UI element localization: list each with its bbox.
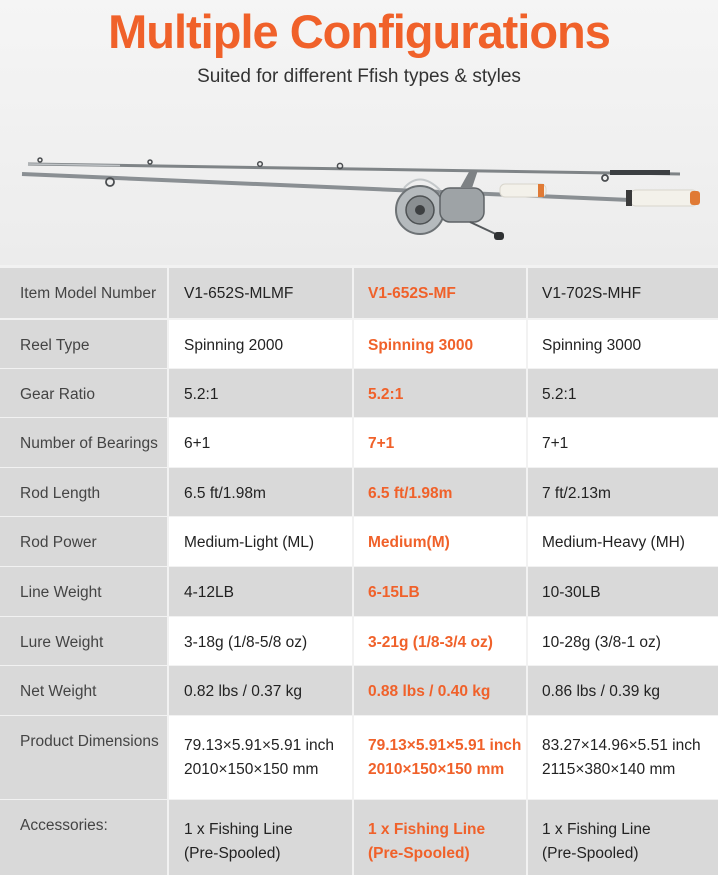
spec-value-v2 <box>354 617 526 665</box>
spec-label: Line Weight <box>0 567 167 616</box>
spec-row <box>0 418 718 467</box>
rod-rear-grip <box>630 190 698 206</box>
spec-value-v3 <box>528 567 718 616</box>
spec-row <box>0 468 718 516</box>
spec-value-line: V1-652S-MLMF <box>184 285 294 302</box>
spec-value-v1 <box>169 800 352 875</box>
spec-value-line: Spinning 3000 <box>368 337 474 354</box>
spec-value-line: 2010×150×150 mm <box>184 761 319 778</box>
spec-value-line: 7+1 <box>542 435 569 452</box>
spec-value-v1 <box>169 716 352 799</box>
spec-value-v3 <box>528 418 718 467</box>
spec-label: Rod Power <box>0 517 167 566</box>
spec-value-line: Spinning 2000 <box>184 337 284 354</box>
spec-row <box>0 567 718 616</box>
spec-row <box>0 716 718 799</box>
spec-value-line: 1 x Fishing Line <box>368 821 486 838</box>
spec-value-line: 5.2:1 <box>368 386 404 403</box>
spec-value-line: (Pre-Spooled) <box>368 845 470 862</box>
spec-value-line: 4-12LB <box>184 584 234 601</box>
spec-label: Number of Bearings <box>0 418 167 467</box>
spec-value-line: 1 x Fishing Line <box>184 821 293 838</box>
spec-value-v3 <box>528 320 718 368</box>
spec-row <box>0 369 718 417</box>
spec-value-line: (Pre-Spooled) <box>542 845 639 862</box>
spec-value-v1 <box>169 468 352 516</box>
spec-value-v2 <box>354 517 526 566</box>
spec-value-line: 3-18g (1/8-5/8 oz) <box>184 634 308 651</box>
rod-upper-tip-ferrule <box>610 170 670 175</box>
spec-value-line: (Pre-Spooled) <box>184 845 281 862</box>
spec-label: Accessories: <box>0 800 167 875</box>
spec-value-v3 <box>528 617 718 665</box>
spec-label: Gear Ratio <box>0 369 167 417</box>
spec-value-line: Spinning 3000 <box>542 337 642 354</box>
spec-value-line: 0.82 lbs / 0.37 kg <box>184 683 303 700</box>
spec-value-line: 7+1 <box>368 435 395 452</box>
spec-value-line: 5.2:1 <box>542 386 577 403</box>
spec-label: Reel Type <box>0 320 167 368</box>
spec-value-v2 <box>354 418 526 467</box>
spec-value-line: V1-652S-MF <box>368 285 456 302</box>
spec-row <box>0 320 718 368</box>
spec-value-line: 7 ft/2.13m <box>542 485 611 502</box>
spec-value-line: 6+1 <box>184 435 211 452</box>
spec-value-v2 <box>354 567 526 616</box>
spec-value-line: 0.86 lbs / 0.39 kg <box>542 683 661 700</box>
spec-value-v1 <box>169 320 352 368</box>
spec-value-line: 6.5 ft/1.98m <box>368 485 453 502</box>
spec-label: Lure Weight <box>0 617 167 665</box>
spec-value-line: 0.88 lbs / 0.40 kg <box>368 683 491 700</box>
spec-value-v1 <box>169 567 352 616</box>
spec-row <box>0 800 718 875</box>
spec-row <box>0 517 718 566</box>
spec-value-line: Medium(M) <box>368 534 450 551</box>
rod-butt-cap <box>690 191 700 205</box>
spec-value-v1 <box>169 369 352 417</box>
spec-value-line: 3-21g (1/8-3/4 oz) <box>368 634 493 651</box>
spec-value-v3 <box>528 800 718 875</box>
spec-value-line: 5.2:1 <box>184 386 219 403</box>
spec-value-line: V1-702S-MHF <box>542 285 642 302</box>
spec-label: Rod Length <box>0 468 167 516</box>
spec-value-v2 <box>354 320 526 368</box>
page-title: Multiple Configurations <box>108 5 610 58</box>
spinning-reel-icon <box>396 170 504 240</box>
spec-label: Product Dimensions <box>0 716 167 799</box>
spec-row <box>0 666 718 715</box>
page-subtitle: Suited for different Ffish types & styles <box>197 66 521 87</box>
spec-value-v1 <box>169 268 352 318</box>
spec-value-v3 <box>528 369 718 417</box>
spec-row <box>0 268 718 318</box>
spec-value-line: 10-30LB <box>542 584 601 601</box>
spec-value-line: Medium-Heavy (MH) <box>542 534 685 551</box>
spec-value-line: 83.27×14.96×5.51 inch <box>542 737 701 754</box>
spec-value-v2 <box>354 666 526 715</box>
spec-value-v3 <box>528 517 718 566</box>
spec-value-line: 2010×150×150 mm <box>368 761 505 778</box>
spec-row <box>0 617 718 665</box>
spec-value-v2 <box>354 716 526 799</box>
spec-label: Item Model Number <box>0 268 167 318</box>
rod-and-reel-image <box>0 140 718 260</box>
hero-banner <box>0 0 718 265</box>
rod-upper-blank <box>28 164 680 174</box>
spec-value-v2 <box>354 268 526 318</box>
spec-value-line: Medium-Light (ML) <box>184 534 315 551</box>
spec-value-v1 <box>169 617 352 665</box>
spec-value-v1 <box>169 418 352 467</box>
spec-value-v3 <box>528 716 718 799</box>
spec-value-v2 <box>354 468 526 516</box>
spec-value-v3 <box>528 468 718 516</box>
spec-value-v2 <box>354 369 526 417</box>
spec-value-line: 6-15LB <box>368 584 420 601</box>
spec-value-line: 1 x Fishing Line <box>542 821 651 838</box>
spec-value-v1 <box>169 517 352 566</box>
spec-value-line: 2115×380×140 mm <box>542 761 676 778</box>
spec-value-line: 10-28g (3/8-1 oz) <box>542 634 661 651</box>
spec-label: Net Weight <box>0 666 167 715</box>
spec-value-v1 <box>169 666 352 715</box>
spec-value-v3 <box>528 268 718 318</box>
spec-value-v3 <box>528 666 718 715</box>
spec-value-v2 <box>354 800 526 875</box>
spec-value-line: 79.13×5.91×5.91 inch <box>368 737 522 754</box>
spec-value-line: 79.13×5.91×5.91 inch <box>184 737 334 754</box>
spec-value-line: 6.5 ft/1.98m <box>184 485 266 502</box>
